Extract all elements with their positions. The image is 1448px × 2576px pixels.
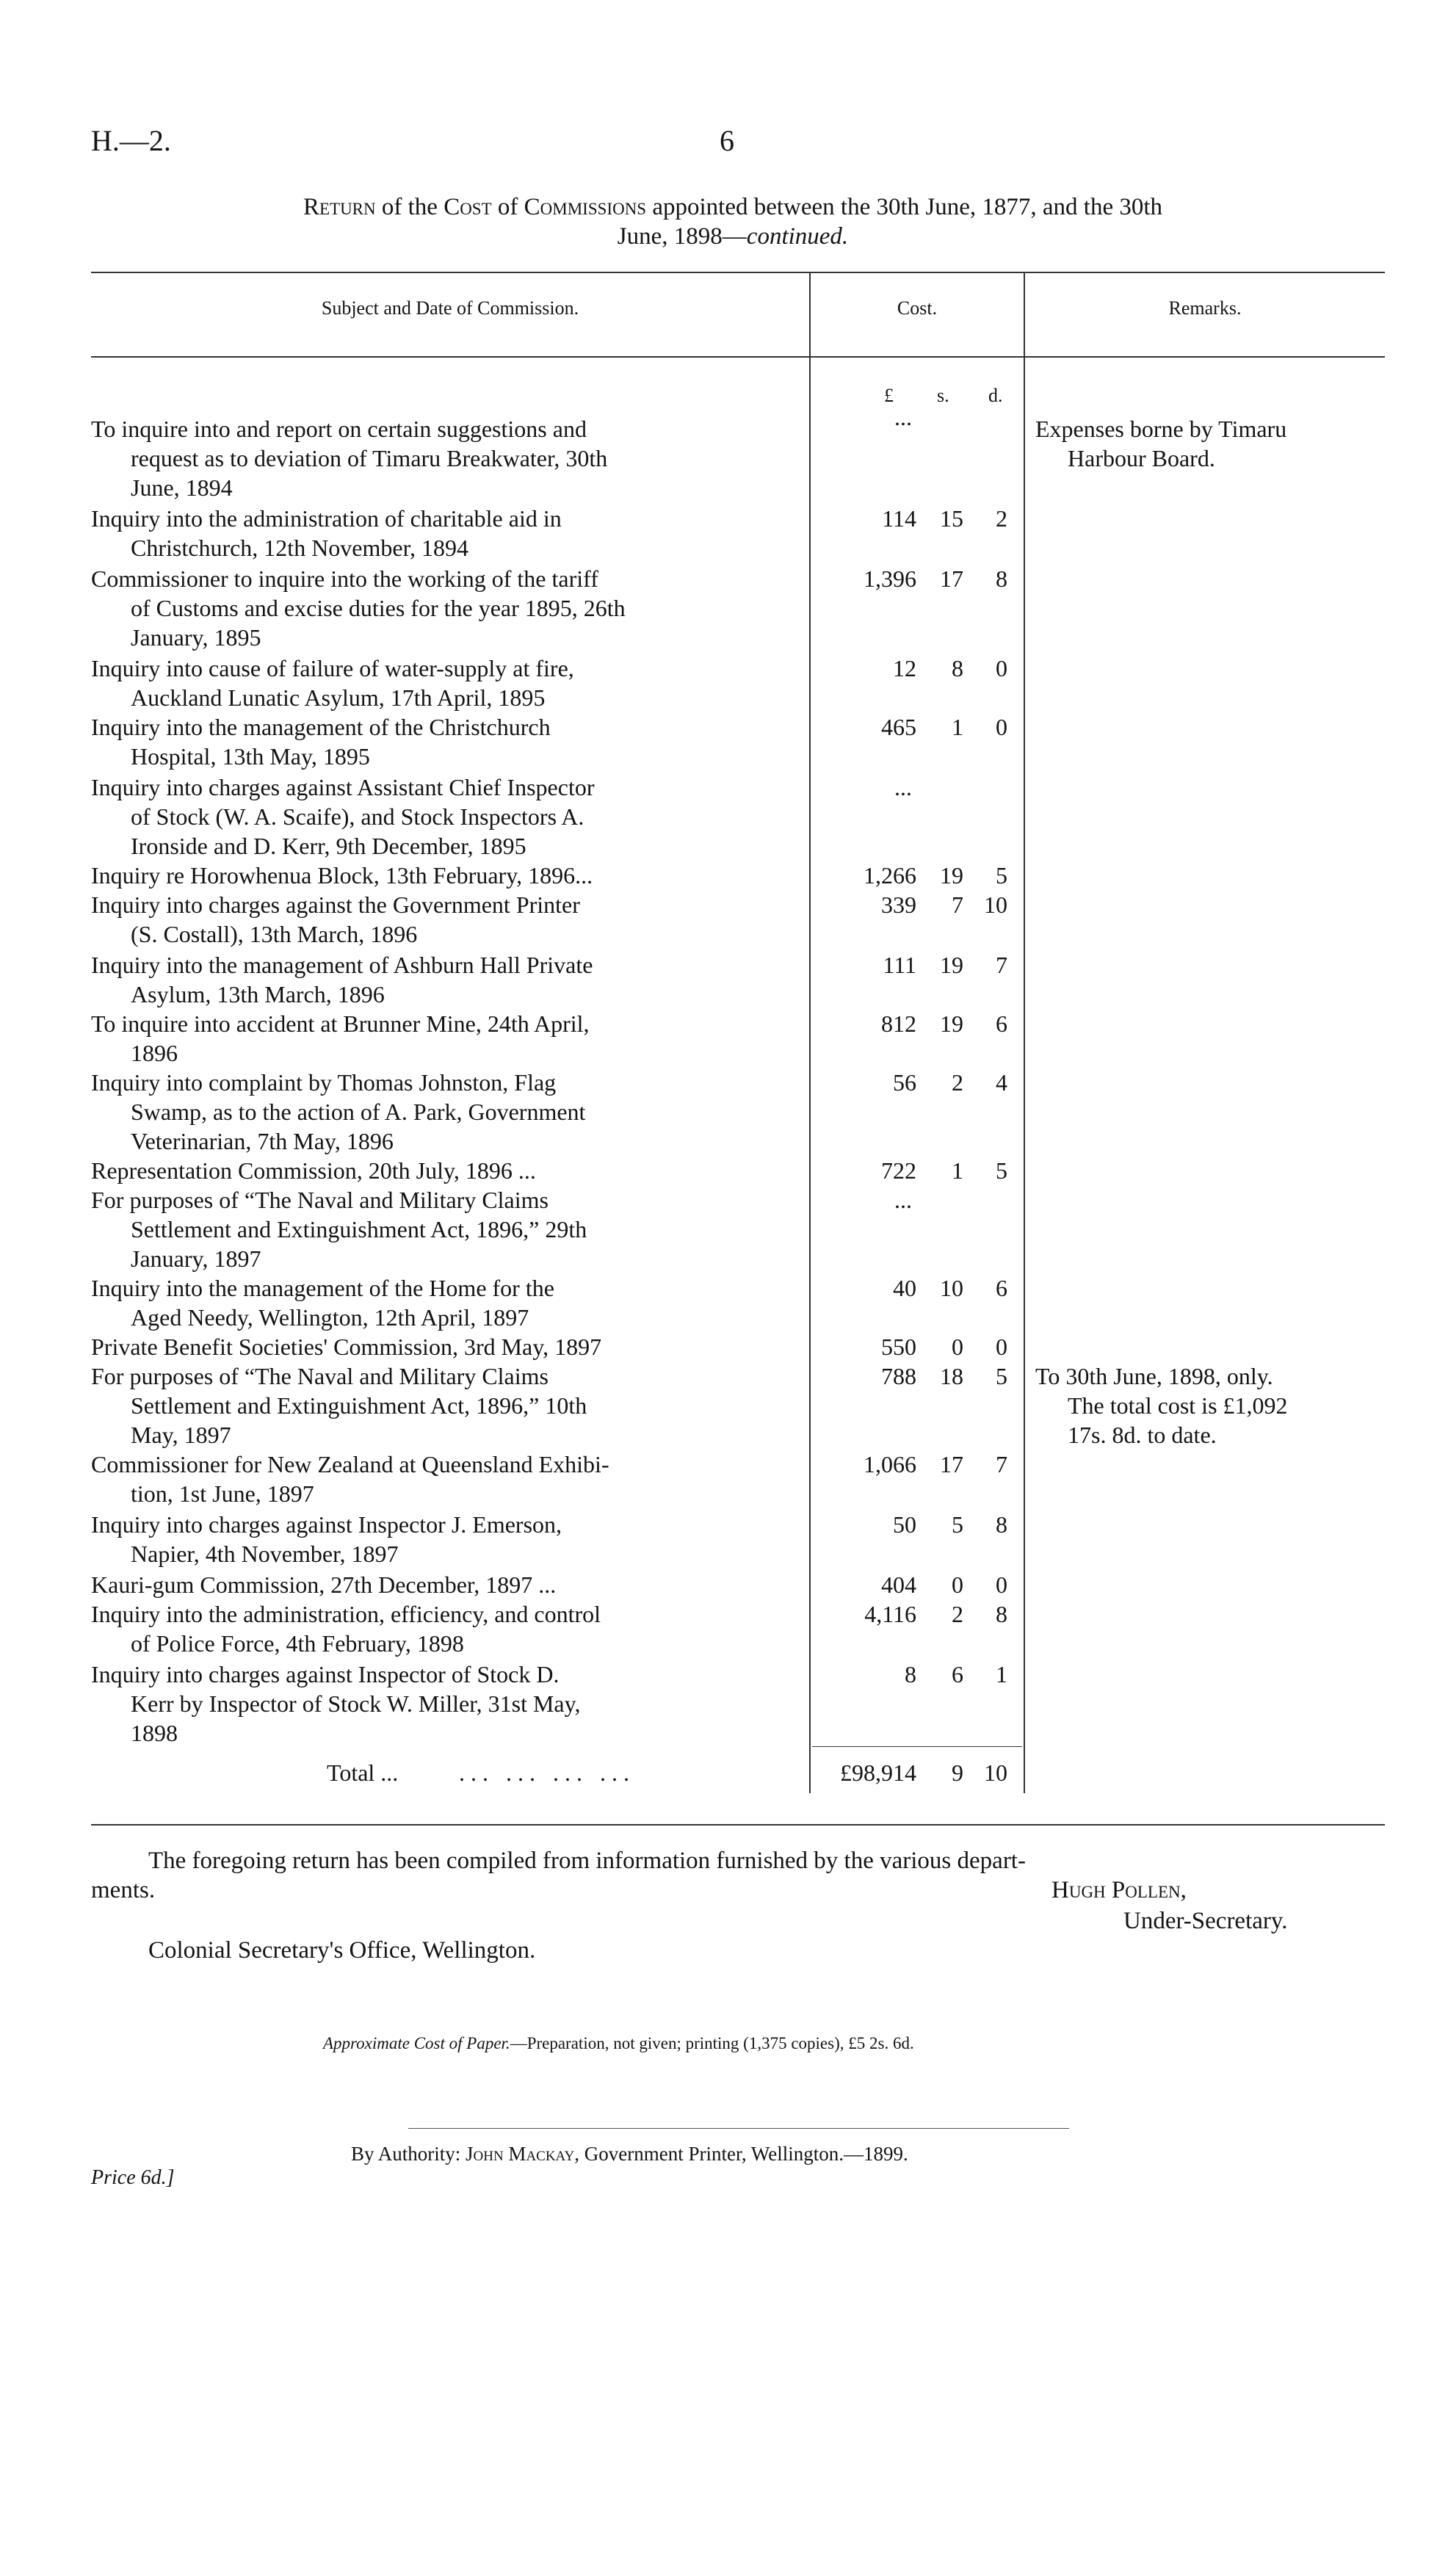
subject-line: Private Benefit Societies' Commission, 3rd May, 1897 bbox=[91, 1334, 602, 1360]
subject-line: Inquiry into the management of the Home for the bbox=[91, 1275, 554, 1301]
subject-line: Hospital, 13th May, 1895 bbox=[131, 743, 370, 770]
cost-nil: ... bbox=[894, 404, 912, 430]
cost-shillings: 19 bbox=[940, 1010, 963, 1037]
cost-shillings: 15 bbox=[940, 505, 963, 532]
cost-pence: 0 bbox=[996, 1334, 1007, 1360]
subject-line: January, 1895 bbox=[131, 624, 261, 651]
header-cost: Cost. bbox=[897, 297, 938, 319]
cost-pence: 10 bbox=[984, 891, 1007, 918]
cost-pence: 1 bbox=[996, 1661, 1007, 1687]
cost-pounds: 1,066 bbox=[864, 1451, 916, 1477]
cost-pounds: 722 bbox=[881, 1157, 916, 1184]
subject-line: Commissioner for New Zealand at Queensland Exhibi- bbox=[91, 1451, 609, 1477]
subject-line: Representation Commission, 20th July, 1896 ... bbox=[91, 1157, 536, 1184]
cost-shillings: 1 bbox=[952, 1157, 963, 1184]
subject-line: Auckland Lunatic Asylum, 17th April, 1895 bbox=[131, 684, 546, 711]
subject-line: Inquiry re Horowhenua Block, 13th February, 1896... bbox=[91, 862, 593, 889]
subject-line: Inquiry into charges against the Government Printer bbox=[91, 891, 580, 918]
remark-line: To 30th June, 1898, only. bbox=[1035, 1363, 1273, 1389]
title-continued: continued. bbox=[746, 223, 849, 250]
cost-shillings: 8 bbox=[952, 655, 963, 681]
title-word-return: Return bbox=[303, 194, 376, 220]
cost-pence: 8 bbox=[996, 1601, 1007, 1627]
subject-line: (S. Costall), 13th March, 1896 bbox=[131, 921, 418, 947]
cost-pence: 5 bbox=[996, 1363, 1007, 1389]
cost-pence: 8 bbox=[996, 1511, 1007, 1538]
title-line2: June, 1898— bbox=[617, 223, 747, 250]
document-reference: H.—2. bbox=[91, 124, 171, 157]
cost-shillings: 1 bbox=[952, 714, 963, 740]
subject-line: January, 1897 bbox=[131, 1245, 261, 1272]
remark-line: Expenses borne by Timaru bbox=[1035, 416, 1287, 442]
subject-line: Commissioner to inquire into the working of the tariff bbox=[91, 565, 598, 592]
subject-line: of Police Force, 4th February, 1898 bbox=[131, 1630, 464, 1657]
total-leader-dots: ... ... ... ... bbox=[459, 1759, 635, 1786]
column-divider-remarks bbox=[1024, 273, 1025, 1793]
total-rule bbox=[812, 1746, 1022, 1747]
cost-pounds: 465 bbox=[881, 714, 916, 740]
subject-line: of Customs and excise duties for the year 1895, 26th bbox=[131, 595, 626, 621]
title-rest: appointed between the 30th June, 1877, and the 30th bbox=[652, 194, 1163, 220]
printing-cost-text: —Preparation, not given; printing (1,375 copies), £5 2s. 6d. bbox=[510, 2034, 914, 2052]
cost-pounds: 1,266 bbox=[864, 862, 916, 889]
compilation-note: The foregoing return has been compiled from information furnished by the various depart- bbox=[148, 1848, 1026, 1874]
cost-nil: ... bbox=[894, 1187, 912, 1213]
cost-pence: 6 bbox=[996, 1275, 1007, 1301]
cost-pounds: 111 bbox=[883, 952, 916, 978]
unit-pence: d. bbox=[988, 385, 1003, 406]
cost-shillings: 0 bbox=[952, 1571, 963, 1598]
unit-pounds: £ bbox=[884, 385, 894, 406]
subject-line: For purposes of “The Naval and Military Claims bbox=[91, 1187, 549, 1213]
table-header-rule bbox=[91, 356, 1385, 358]
cost-pence: 7 bbox=[996, 1451, 1007, 1477]
remark-line: Harbour Board. bbox=[1068, 445, 1215, 471]
cost-pounds: 50 bbox=[893, 1511, 916, 1538]
subject-line: Kerr by Inspector of Stock W. Miller, 31st May, bbox=[131, 1690, 581, 1717]
cost-shillings: 17 bbox=[940, 565, 963, 592]
cost-shillings: 19 bbox=[940, 862, 963, 889]
cost-pounds: 56 bbox=[893, 1069, 916, 1096]
signatory-title: Under-Secretary. bbox=[1123, 1908, 1288, 1934]
cost-shillings: 2 bbox=[952, 1601, 963, 1627]
total-pence: 10 bbox=[984, 1759, 1007, 1786]
cost-pence: 4 bbox=[996, 1069, 1007, 1096]
subject-line: Napier, 4th November, 1897 bbox=[131, 1541, 399, 1567]
printing-cost-note bbox=[323, 2034, 914, 2053]
subject-line: Ironside and D. Kerr, 9th December, 1895 bbox=[131, 833, 526, 859]
cost-shillings: 18 bbox=[940, 1363, 963, 1389]
subject-line: Kauri-gum Commission, 27th December, 1897 ... bbox=[91, 1571, 557, 1598]
imprint-prefix: By Authority: bbox=[351, 2143, 461, 2165]
unit-shillings: s. bbox=[937, 385, 949, 406]
cost-pence: 0 bbox=[996, 714, 1007, 740]
cost-pence: 0 bbox=[996, 1571, 1007, 1598]
cost-shillings: 0 bbox=[952, 1334, 963, 1360]
subject-line: Inquiry into the administration, efficiency, and control bbox=[91, 1601, 601, 1627]
cost-pence: 5 bbox=[996, 862, 1007, 889]
cost-pence: 6 bbox=[996, 1010, 1007, 1037]
subject-line: Veterinarian, 7th May, 1896 bbox=[131, 1128, 394, 1154]
total-pounds: £98,914 bbox=[840, 1759, 916, 1786]
subject-line: To inquire into and report on certain suggestions and bbox=[91, 416, 587, 442]
office-address: Colonial Secretary's Office, Wellington. bbox=[148, 1937, 536, 1964]
printing-cost-label: Approximate Cost of Paper. bbox=[323, 2034, 510, 2052]
subject-line: 1896 bbox=[131, 1040, 178, 1066]
subject-line: June, 1894 bbox=[131, 474, 233, 501]
subject-line: tion, 1st June, 1897 bbox=[131, 1480, 314, 1507]
subject-line: Inquiry into complaint by Thomas Johnston, Flag bbox=[91, 1069, 557, 1096]
subject-line: 1898 bbox=[131, 1720, 178, 1746]
cost-pounds: 339 bbox=[881, 891, 916, 918]
title-of: of bbox=[497, 194, 518, 220]
subject-line: Swamp, as to the action of A. Park, Government bbox=[131, 1099, 586, 1125]
cost-pence: 7 bbox=[996, 952, 1007, 978]
subject-line: Inquiry into the management of the Christchurch bbox=[91, 714, 551, 740]
total-shillings: 9 bbox=[952, 1759, 963, 1786]
subject-line: May, 1897 bbox=[131, 1422, 231, 1448]
title-word-commissions: Commissions bbox=[524, 194, 647, 220]
cost-shillings: 6 bbox=[952, 1661, 963, 1687]
cost-shillings: 7 bbox=[952, 891, 963, 918]
subject-line: Inquiry into the management of Ashburn Hall Private bbox=[91, 952, 593, 978]
table-top-rule bbox=[91, 272, 1385, 273]
cost-pence: 2 bbox=[996, 505, 1007, 532]
cost-shillings: 19 bbox=[940, 952, 963, 978]
title-of-the: of the bbox=[381, 194, 438, 220]
subject-line: Inquiry into charges against Assistant Chief Inspector bbox=[91, 774, 595, 800]
table-bottom-rule bbox=[91, 1824, 1385, 1826]
cost-pence: 0 bbox=[996, 655, 1007, 681]
remark-line: 17s. 8d. to date. bbox=[1068, 1422, 1217, 1448]
imprint-rule bbox=[408, 2128, 1069, 2129]
subject-line: of Stock (W. A. Scaife), and Stock Inspectors A. bbox=[131, 803, 584, 830]
cost-shillings: 10 bbox=[940, 1275, 963, 1301]
cost-pounds: 12 bbox=[893, 655, 916, 681]
header-remarks: Remarks. bbox=[1168, 297, 1242, 319]
cost-pence: 8 bbox=[996, 565, 1007, 592]
cost-shillings: 17 bbox=[940, 1451, 963, 1477]
title-word-cost: Cost bbox=[444, 194, 492, 220]
cost-pounds: 4,116 bbox=[864, 1601, 916, 1627]
subject-line: Christchurch, 12th November, 1894 bbox=[131, 535, 468, 561]
subject-line: Aged Needy, Wellington, 12th April, 1897 bbox=[131, 1304, 529, 1331]
header-subject: Subject and Date of Commission. bbox=[321, 297, 579, 319]
cost-shillings: 2 bbox=[952, 1069, 963, 1096]
imprint-rest: Government Printer, Wellington.—1899. bbox=[584, 2143, 908, 2165]
cost-pounds: 40 bbox=[893, 1275, 916, 1301]
subject-line: Settlement and Extinguishment Act, 1896,” 10th bbox=[131, 1392, 587, 1419]
subject-line: request as to deviation of Timaru Breakwater, 30th bbox=[131, 445, 608, 471]
subject-line: Inquiry into cause of failure of water-supply at fire, bbox=[91, 655, 574, 681]
cost-pounds: 114 bbox=[882, 505, 916, 532]
cost-shillings: 5 bbox=[952, 1511, 963, 1538]
total-label: Total ... bbox=[327, 1759, 399, 1786]
page-number: 6 bbox=[720, 124, 734, 157]
cost-pounds: 404 bbox=[881, 1571, 916, 1598]
cost-pounds: 812 bbox=[881, 1010, 916, 1037]
subject-line: Inquiry into charges against Inspector J. Emerson, bbox=[91, 1511, 562, 1538]
subject-line: For purposes of “The Naval and Military Claims bbox=[91, 1363, 549, 1389]
printer-imprint bbox=[351, 2143, 908, 2166]
cost-pounds: 8 bbox=[905, 1661, 916, 1687]
signatory-name: Hugh Pollen, bbox=[1051, 1877, 1187, 1903]
subject-line: Asylum, 13th March, 1896 bbox=[131, 981, 385, 1007]
subject-line: Inquiry into charges against Inspector of Stock D. bbox=[91, 1661, 560, 1687]
printer-name: John Mackay, bbox=[466, 2143, 580, 2165]
cost-nil: ... bbox=[894, 774, 912, 800]
remark-line: The total cost is £1,092 bbox=[1068, 1392, 1288, 1419]
subject-line: Settlement and Extinguishment Act, 1896,” 29th bbox=[131, 1216, 587, 1242]
subject-line: Inquiry into the administration of charitable aid in bbox=[91, 505, 562, 532]
cost-pounds: 788 bbox=[881, 1363, 916, 1389]
subject-line: To inquire into accident at Brunner Mine, 24th April, bbox=[91, 1010, 590, 1037]
compilation-note-end: ments. bbox=[91, 1877, 156, 1903]
cost-pounds: 1,396 bbox=[864, 565, 916, 592]
cost-pounds: 550 bbox=[881, 1334, 916, 1360]
page-title bbox=[91, 192, 1375, 251]
cost-pence: 5 bbox=[996, 1157, 1007, 1184]
price-label: Price 6d.] bbox=[91, 2166, 175, 2189]
